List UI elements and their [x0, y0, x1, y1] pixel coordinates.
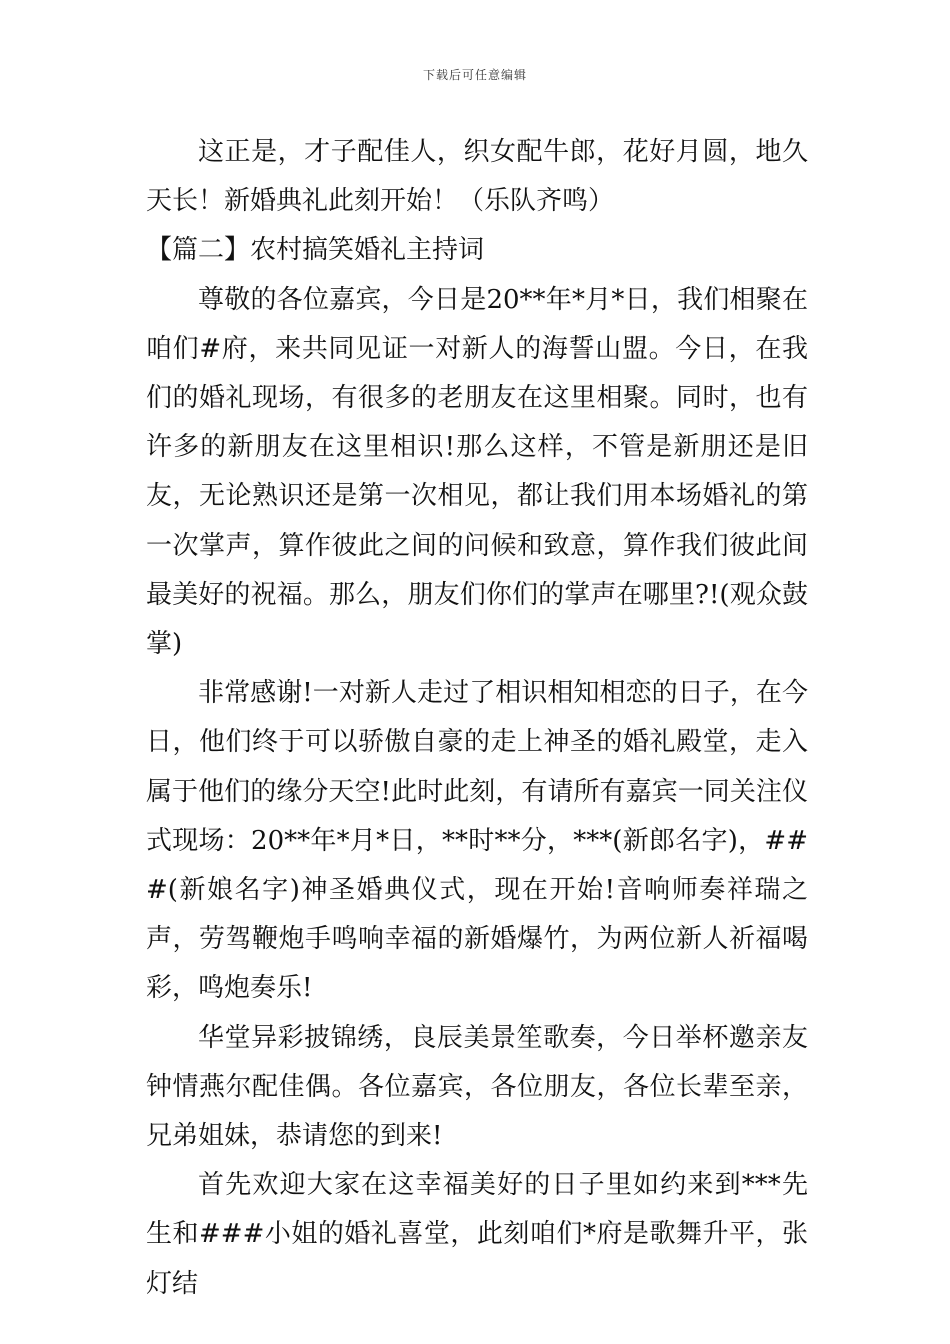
paragraph-ceremony-start: 非常感谢!一对新人走过了相识相知相恋的日子，在今日，他们终于可以骄傲自豪的走上神圣的婚礼殿堂，走入属于他们的缘分天空!此时此刻，有请所有嘉宾一同关注仪式现场：20**年*月*日，**时**分，***(新郎名字)，###(新娘名字)神圣婚典仪式，现在开始!音响师奏祥瑞之声，劳驾鞭炮手鸣响幸福的新婚爆竹，为两位新人祈福喝彩，鸣炮奏乐!: [146, 678, 808, 1004]
section-heading: 【篇二】农村搞笑婚礼主持词: [146, 235, 485, 266]
paragraph-closing-line: 这正是，才子配佳人，织女配牛郎，花好月圆，地久天长！新婚典礼此刻开始！（乐队齐鸣）: [146, 137, 808, 217]
header-note: 下载后可任意编辑: [422, 68, 527, 82]
document-body: [146, 128, 808, 1309]
paragraph-opening-address: 尊敬的各位嘉宾，今日是20**年*月*日，我们相聚在咱们#府，来共同见证一对新人的海誓山盟。今日，在我们的婚礼现场，有很多的老朋友在这里相聚。同时，也有许多的新朋友在这里相识!那么这样，不管是新朋还是旧友，无论熟识还是第一次相见，都让我们用本场婚礼的第一次掌声，算作彼此之间的问候和致意，算作我们彼此间最美好的祝福。那么，朋友们你们的掌声在哪里?!(观众鼓掌): [146, 284, 808, 660]
paragraph-poem-welcome: 华堂异彩披锦绣，良辰美景笙歌奏，今日举杯邀亲友钟情燕尔配佳偶。各位嘉宾，各位朋友，各位长辈至亲，兄弟姐妹，恭请您的到来!: [146, 1022, 808, 1152]
paragraph-welcome-guests: 首先欢迎大家在这幸福美好的日子里如约来到***先生和###小姐的婚礼喜堂，此刻咱们*府是歌舞升平，张灯结: [146, 1170, 808, 1299]
